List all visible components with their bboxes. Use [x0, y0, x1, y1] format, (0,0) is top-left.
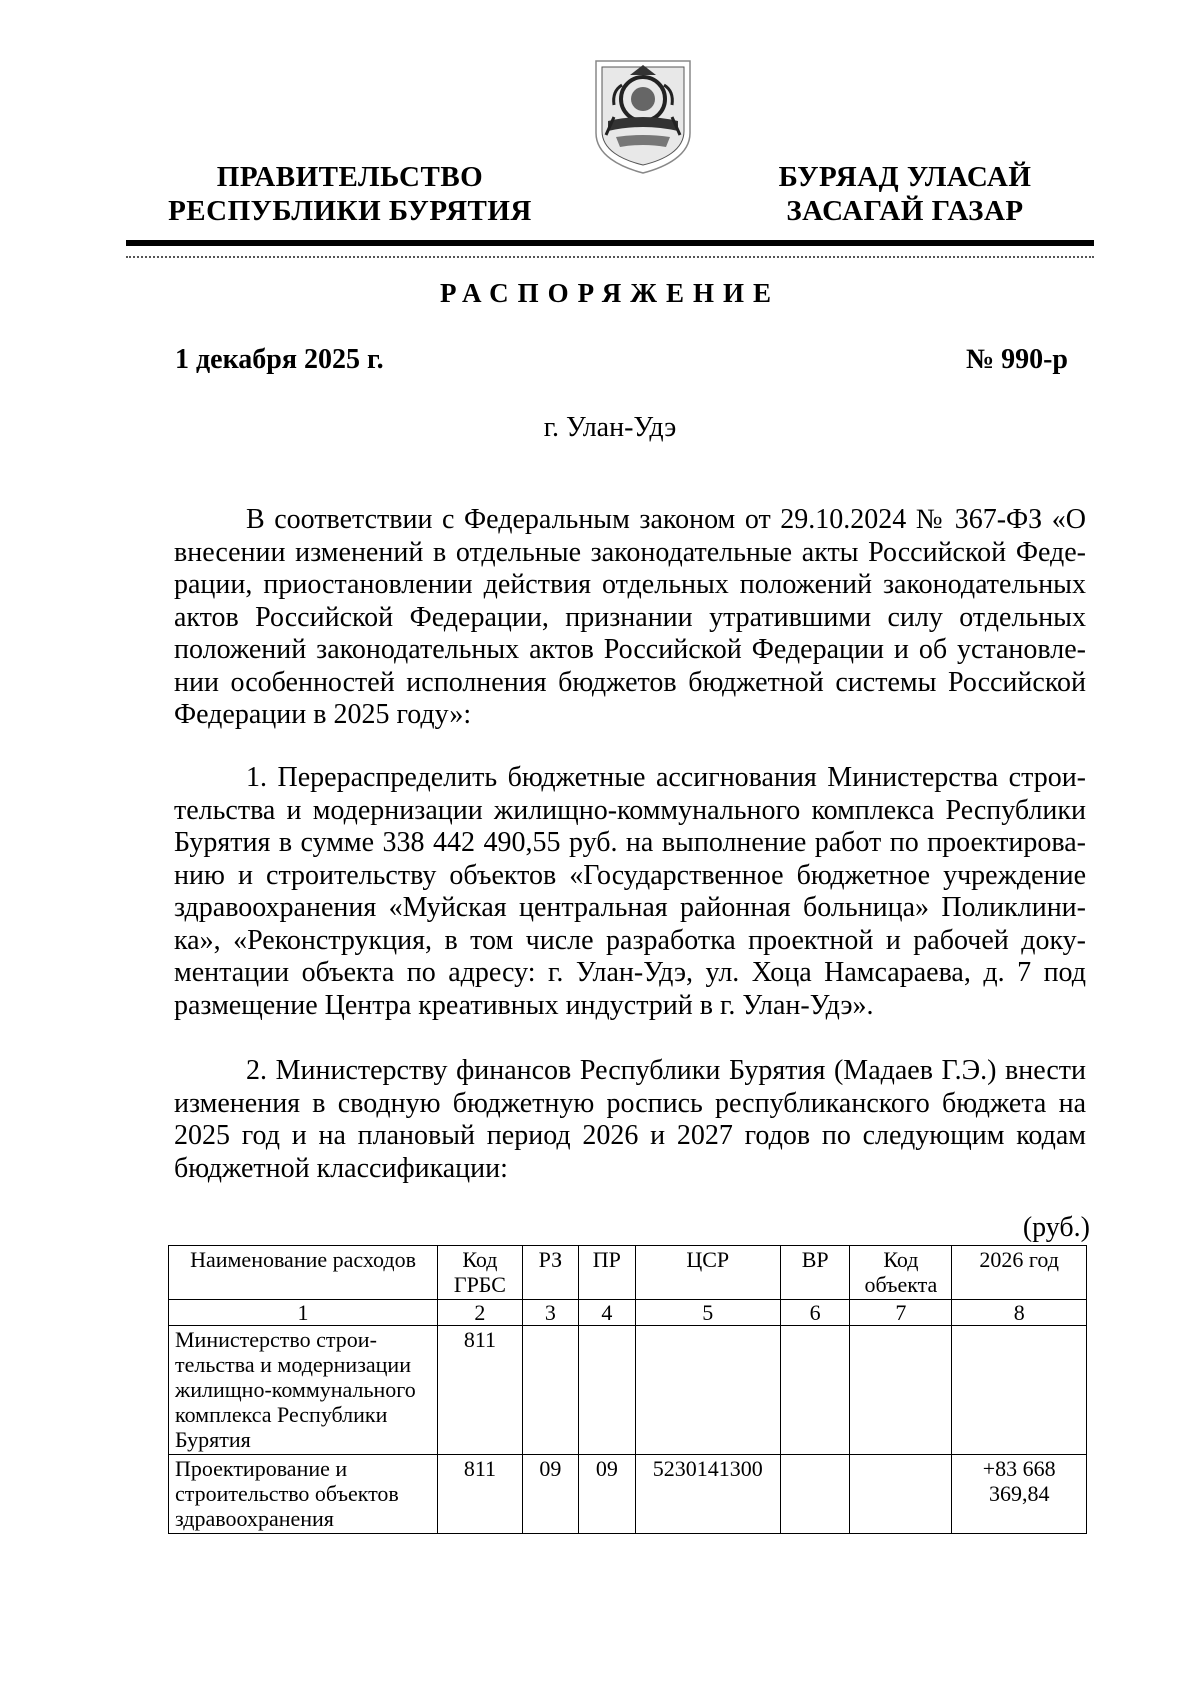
table-row — [169, 1455, 1087, 1534]
column-number: 6 — [780, 1300, 849, 1326]
row-rz — [522, 1326, 578, 1455]
row-csr — [635, 1326, 780, 1455]
header-name: Наименование расходов — [169, 1246, 438, 1300]
item-1-paragraph: 1. Перераспределить бюджетные ассигнования Министерства строительства и модернизации жилищно-коммунального комплекса Республики Бурятия в сумме 338 442 490,55 руб. на выполнение работ по проектированию и строительству объектов «Государственное бюджетное учреждение здравоохранения «Муйская центральная районная больница» Поликлиника», «Реконструкция, в том числе разработка проектной и рабочей документации объекта по адресу: г. Улан-Удэ, ул. Хоца Намсараева, д. 7 под размещение Центра креативных индустрий в г. Улан-Удэ». — [174, 762, 1086, 1021]
column-number: 1 — [169, 1300, 438, 1326]
header-object-code: Код объекта — [850, 1246, 952, 1300]
coat-of-arms-icon — [592, 55, 694, 175]
column-number: 5 — [635, 1300, 780, 1326]
header-csr: ЦСР — [635, 1246, 780, 1300]
issuer-line-2: РЕСПУБЛИКИ БУРЯТИЯ — [168, 195, 532, 227]
header-divider-dotted — [126, 256, 1094, 258]
header-rz: РЗ — [522, 1246, 578, 1300]
issuer-line-1: ПРАВИТЕЛЬСТВО — [216, 161, 484, 193]
row-grbs: 811 — [438, 1326, 523, 1455]
document-city: г. Улан-Удэ — [543, 412, 677, 443]
document-title: РАСПОРЯЖЕНИЕ — [439, 278, 781, 308]
column-number: 4 — [579, 1300, 635, 1326]
row-pr: 09 — [579, 1455, 635, 1534]
column-number: 7 — [850, 1300, 952, 1326]
row-pr — [579, 1326, 635, 1455]
row-name: Проектирование и строительство объектов здравоохранения — [169, 1455, 438, 1534]
row-vr — [780, 1455, 849, 1534]
row-object-code — [850, 1455, 952, 1534]
budget-table — [168, 1245, 1087, 1534]
header-year: 2026 год — [952, 1246, 1087, 1300]
issuer-name-buryat — [760, 160, 1050, 228]
preamble-paragraph: В соответствии с Федеральным законом от 29.10.2024 № 367-ФЗ «О внесении изменений в отдельные законодательные акты Российской Федерации, приостановлении действия отдельных положений законодательных актов Российской Федерации, признании утратившими силу отдельных положений законодательных актов Российской Федерации и об установлении особенностей исполнения бюджетов бюджетной системы Российской Федерации в 2025 году»: — [174, 504, 1086, 730]
issuer-buryat-line-2: ЗАСАГАЙ ГАЗАР — [786, 195, 1024, 227]
table-row — [169, 1326, 1087, 1455]
header-divider — [126, 240, 1094, 246]
header-vr: ВР — [780, 1246, 849, 1300]
row-object-code — [850, 1326, 952, 1455]
row-amount: +83 668 369,84 — [952, 1455, 1087, 1534]
header-grbs: Код ГРБС — [438, 1246, 523, 1300]
header-pr: ПР — [579, 1246, 635, 1300]
table-column-numbers-row — [169, 1300, 1087, 1326]
table-header-row — [169, 1246, 1087, 1300]
row-csr: 5230141300 — [635, 1455, 780, 1534]
item-2-paragraph: 2. Министерству финансов Республики Бурятия (Мадаев Г.Э.) внести изменения в сводную бюджетную роспись республиканского бюджета на 2025 год и на плановый период 2026 и 2027 годов по следующим кодам бюджетной классификации: — [174, 1055, 1086, 1184]
document-number: № 990-р — [965, 344, 1068, 375]
issuer-name-russian — [160, 160, 540, 228]
column-number: 3 — [522, 1300, 578, 1326]
column-number: 8 — [952, 1300, 1087, 1326]
row-rz: 09 — [522, 1455, 578, 1534]
document-date: 1 декабря 2025 г. — [175, 344, 384, 375]
row-vr — [780, 1326, 849, 1455]
column-number: 2 — [438, 1300, 523, 1326]
row-name: Министерство строительства и модернизации жилищно-коммунального комплекса Республики Бурятия — [169, 1326, 438, 1455]
row-grbs: 811 — [438, 1455, 523, 1534]
table-unit-label: (руб.) — [1022, 1212, 1090, 1243]
row-amount — [952, 1326, 1087, 1455]
issuer-buryat-line-1: БУРЯАД УЛАСАЙ — [778, 161, 1032, 193]
